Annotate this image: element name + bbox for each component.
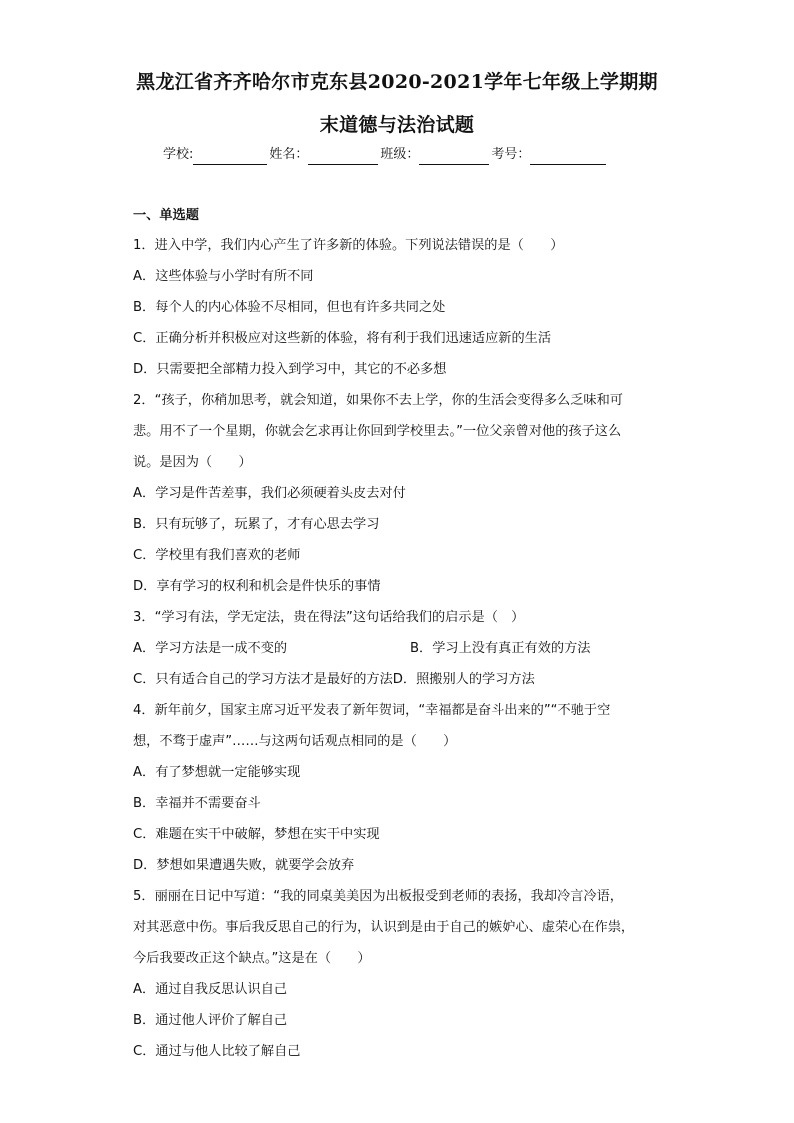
question-2-option-b: B．只有玩够了，玩累了，才有心思去学习 <box>133 517 380 532</box>
class-label: 班级： <box>380 147 420 162</box>
number-label: 考号： <box>491 147 531 162</box>
name-label: 姓名： <box>269 147 309 162</box>
question-1-option-d: D．只需要把全部精力投入到学习中，其它的不必多想 <box>133 362 447 377</box>
question-3-options-row1 <box>133 633 673 664</box>
questions-area <box>133 206 673 1067</box>
class-blank[interactable] <box>419 150 489 165</box>
exam-title-line2: 末道德与法治试题 <box>319 114 475 136</box>
question-4-option-b: B．幸福并不需要奋斗 <box>133 796 261 811</box>
question-5-option-a: A．通过自我反思认识自己 <box>133 982 288 997</box>
question-1-option-a: A．这些体验与小学时有所不同 <box>133 269 314 284</box>
question-1-option-b: B．每个人的内心体验不尽相同，但也有许多共同之处 <box>133 300 446 315</box>
question-4-option-d: D．梦想如果遭遇失败，就要学会放弃 <box>133 858 355 873</box>
school-blank[interactable] <box>193 150 267 165</box>
question-2-stem-line3: 说。是因为（ ） <box>133 455 252 470</box>
section-heading: 一、单选题 <box>133 208 199 223</box>
question-4-option-c: C．难题在实干中破解，梦想在实干中实现 <box>133 827 380 842</box>
question-2-option-c: C．学校里有我们喜欢的老师 <box>133 548 301 563</box>
question-5-stem-line1: 5．丽丽在日记中写道：“我的同桌美美因为出板报受到老师的表扬，我却冷言冷语， <box>133 889 623 904</box>
question-5-stem-line2: 对其恶意中伤。事后我反思自己的行为，认识到是由于自己的嫉妒心、虚荣心在作祟， <box>133 920 635 935</box>
question-4-stem-line1: 4．新年前夕，国家主席习近平发表了新年贺词，“幸福都是奋斗出来的”“不驰于空 <box>133 703 611 718</box>
question-3-option-a: A．学习方法是一成不变的 <box>133 641 288 656</box>
question-2-stem-line1: 2．“孩子，你稍加思考，就会知道，如果你不去上学，你的生活会变得多么乏味和可 <box>133 393 623 408</box>
question-2-stem-line2: 悲。用不了一个星期，你就会乞求再让你回到学校里去。”一位父亲曾对他的孩子这么 <box>133 424 622 439</box>
student-info-row <box>163 145 608 165</box>
name-blank[interactable] <box>308 150 378 165</box>
question-4-stem-line2: 想，不骛于虚声”……与这两句话观点相同的是（ ） <box>133 734 457 749</box>
question-5-option-c: C．通过与他人比较了解自己 <box>133 1044 301 1059</box>
question-1-option-c: C．正确分析并积极应对这些新的体验，将有利于我们迅速适应新的生活 <box>133 331 552 346</box>
number-blank[interactable] <box>530 150 606 165</box>
question-2-option-d: D．享有学习的权利和机会是件快乐的事情 <box>133 579 381 594</box>
question-5-stem-line3: 今后我要改正这个缺点。”这是在（ ） <box>133 951 371 966</box>
question-3-option-b: B．学习上没有真正有效的方法 <box>410 641 591 656</box>
question-3-stem: 3．“学习有法，学无定法，贵在得法”这句话给我们的启示是（ ） <box>133 610 525 625</box>
question-5-option-b: B．通过他人评价了解自己 <box>133 1013 288 1028</box>
question-2-option-a: A．学习是件苦差事，我们必须硬着头皮去对付 <box>133 486 406 501</box>
school-label: 学校: <box>163 147 194 162</box>
question-3-option-d: D．照搬别人的学习方法 <box>392 672 535 687</box>
question-4-option-a: A．有了梦想就一定能够实现 <box>133 765 301 780</box>
question-3-options-row2 <box>133 664 673 695</box>
question-3-option-c: C．只有适合自己的学习方法才是最好的方法 <box>133 672 393 687</box>
question-1-stem: 1．进入中学，我们内心产生了许多新的体验。下列说法错误的是（ ） <box>133 238 564 253</box>
exam-title-line1: 黑龙江省齐齐哈尔市克东县2020-2021学年七年级上学期期 <box>136 71 658 93</box>
